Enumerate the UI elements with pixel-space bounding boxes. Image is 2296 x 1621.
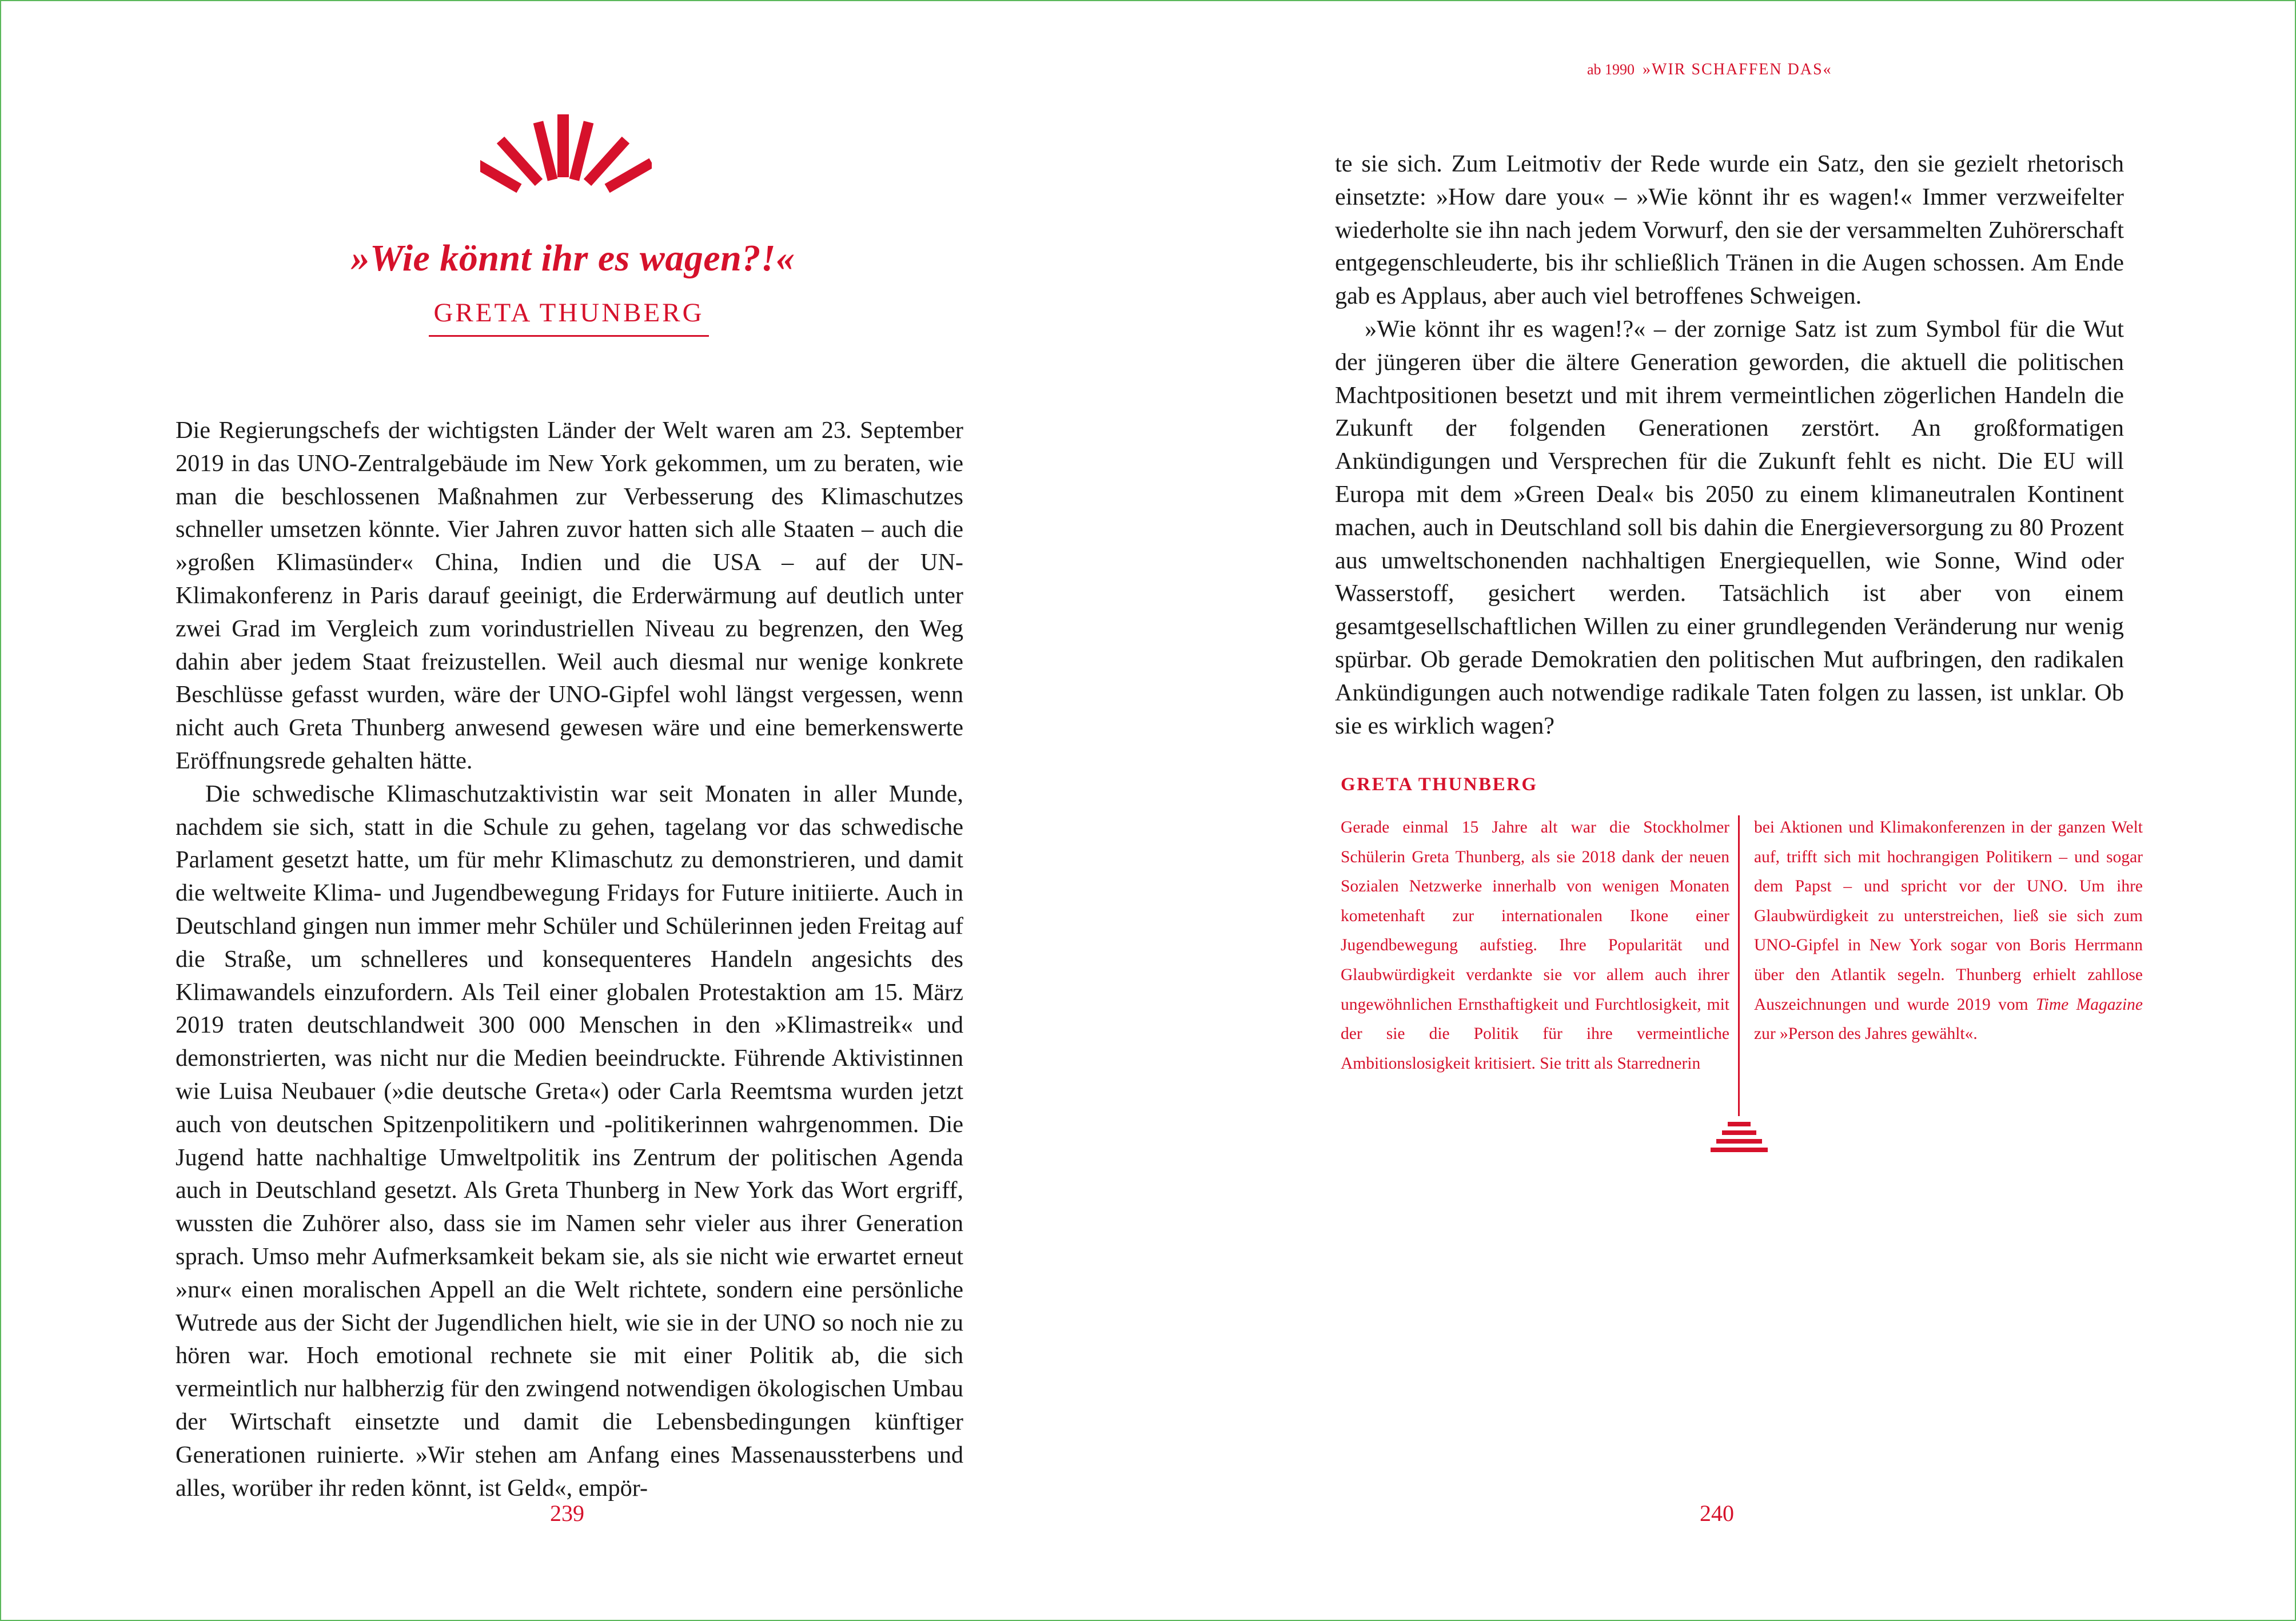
- paragraph: »Wie könnt ihr es wagen!?« – der zornige Satz ist zum Symbol für die Wut der jüngeren über die ältere Generation geworden, die aktuell die politischen Machtpositionen besetzt und mit ihrem vermeintlichen zögerlichen Handeln die Zukunft der folgenden Generationen zerstört. An großformatigen Ankündigungen und Versprechen für die Zukunft fehlt es nicht. Die EU will Europa mit dem »Green Deal« bis 2050 zu einem klimaneutralen Kontinent machen, auch in Deutschland soll bis dahin die Energieversorgung zu 80 Prozent aus umweltschonenden nachhaltigen Energiequellen, wie Sonne, Wind oder Wasserstoff, gesichert werden. Tatsächlich ist aber von einem gesamtgesellschaftlichen Willen zu einer grundlegenden Veränderung nur wenig spürbar. Ob gerade Demokratien den politischen Mut aufbringen, den radikalen Ankündigungen auch notwendige radikale Taten folgen zu lassen, ist unklar. Ob sie es wirklich wagen?: [1335, 315, 2124, 739]
- radiating-bars-icon: [480, 104, 652, 213]
- running-head-period: ab 1990: [1587, 61, 1635, 78]
- bio-box-divider: [1738, 815, 1740, 1116]
- speaker-name: GRETA THUNBERG: [429, 293, 709, 337]
- stair-steps-icon: [1708, 1121, 1770, 1155]
- bio-box-column-left: Gerade einmal 15 Jahre alt war die Stockholmer Schülerin Greta Thunberg, als sie 2018 dank der neuen Sozialen Netzwerke innerhalb von wenigen Monaten kometenhaft zur internationalen Ikone einer Jugendbewegung aufstieg. Ihre Popularität und Glaubwürdigkeit verdankte sie vor allem auch ihrer ungewöhnlichen Ernsthaftigkeit und Furchtlosigkeit, mit der sie die Politik für ihre vermeintliche Ambitionslosigkeit kritisiert. Sie tritt als Starrednerin: [1341, 818, 1729, 1073]
- paragraph: te sie sich. Zum Leitmotiv der Rede wurde ein Satz, den sie gezielt rhetorisch einsetzte: »How dare you« – »Wie könnt ihr es wagen!« Immer verzweifelter wiederholte sie ihn nach jedem Vorwurf, den sie der versammelten Zuhörerschaft entgegenschleuderte, bis ihr schließlich Tränen in die Augen schossen. Am Ende gab es Applaus, aber auch viel betroffenes Schweigen.: [1335, 150, 2124, 310]
- page-number: 240: [1700, 1500, 1734, 1526]
- bio-box-column-right: [1754, 813, 2143, 1049]
- bio-text: bei Aktionen und Klimakonferenzen in der ganzen Welt auf, trifft sich mit hochrangigen Politikern – und sogar dem Papst – und spricht vor der UNO. Um ihre Glaubwürdigkeit zu unterstreichen, ließ sie sich zum UNO-Gipfel in New York sogar von Boris Herrmann über den Atlantik segeln. Thunberg erhielt zahllose Auszeichnungen und wurde 2019 vom: [1754, 818, 2143, 1014]
- bio-box-title: GRETA THUNBERG: [1341, 774, 1538, 795]
- right-body-text: [1335, 148, 2124, 742]
- left-body-text: [176, 414, 963, 1504]
- running-head-chapter: »WIR SCHAFFEN DAS«: [1643, 61, 1832, 78]
- running-head: [1587, 61, 1832, 79]
- paragraph: Die schwedische Klimaschutzaktivistin war seit Monaten in aller Munde, nachdem sie sich, statt in die Schule zu gehen, tagelang vor das schwedische Parlament gesetzt hatte, um für mehr Klimaschutz zu demonstrieren, und damit die weltweite Klima- und Jugendbewegung Fridays for Future initiierte. Auch in Deutschland gingen nun immer mehr Schüler und Schülerinnen jeden Freitag auf die Straße, um schnelleres und konsequenteres Handeln angesichts des Klimawandels einzufordern. Als Teil einer globalen Protestaktion am 15. März 2019 traten deutschlandweit 300 000 Menschen in den »Klimastreik« und demonstrierten, was nicht nur die Medien beeindruckte. Führende Aktivistinnen wie Luisa Neubauer (»die deutsche Greta«) oder Carla Reemtsma wurden jetzt auch von deutschen Spitzenpolitikern und -politikerinnen wahrgenommen. Die Jugend hatte nachhaltige Umweltpolitik ins Zentrum der politischen Agenda auch in Deutschland gesetzt. Als Greta Thunberg in New York das Wort ergriff, wussten die Zuhörer also, dass sie im Namen sehr vieler aus ihrer Generation sprach. Umso mehr Aufmerksamkeit bekam sie, als sie nicht wie erwartet erneut »nur« einen moralischen Appell an die Welt richtete, sondern eine persönliche Wutrede aus der Sicht der Jugendlichen hielt, wie sie in der UNO so noch nie zu hören war. Hoch emotional rechnete sie mit einer Politik ab, die sich vermeintlich nur halbherzig für den zwingend notwendigen ökologischen Umbau der Wirtschaft einsetzte und damit die Lebensbedingungen künftiger Generationen ruinierte. »Wir stehen am Anfang eines Massenaussterbens und alles, worüber ihr reden könnt, ist Geld«, empör-: [176, 780, 963, 1501]
- left-page: [1, 1, 1148, 1620]
- bio-text-end: zur »Person des Jahres gewählt«.: [1754, 1025, 1978, 1044]
- paragraph: Die Regierungschefs der wichtigsten Länder der Welt waren am 23. September 2019 in das UNO-Zentralgebäude im New York gekommen, um zu beraten, wie man die beschlossenen Maßnahmen zur Verbesserung des Klimaschutzes schneller umsetzen könnte. Vier Jahren zuvor hatten sich alle Staaten – auch die »großen Klimasünder« China, Indien und die USA – auf der UN-Klimakonferenz in Paris darauf geeinigt, die Erderwärmung auf deutlich unter zwei Grad im Vergleich zum vorindustriellen Niveau zu begrenzen, den Weg dahin aber jedem Staat freizustellen. Weil auch diesmal nur wenige konkrete Beschlüsse gefasst wurden, wäre der UNO-Gipfel wohl längst vergessen, wenn nicht auch Greta Thunberg anwesend gewesen wäre und eine bemerkenswerte Eröffnungsrede gehalten hätte.: [176, 417, 963, 774]
- page-number: 239: [550, 1500, 584, 1526]
- quote-title: »Wie könnt ihr es wagen?!«: [350, 237, 795, 279]
- right-page: [1148, 1, 2295, 1620]
- magazine-title: Time Magazine: [2035, 995, 2143, 1014]
